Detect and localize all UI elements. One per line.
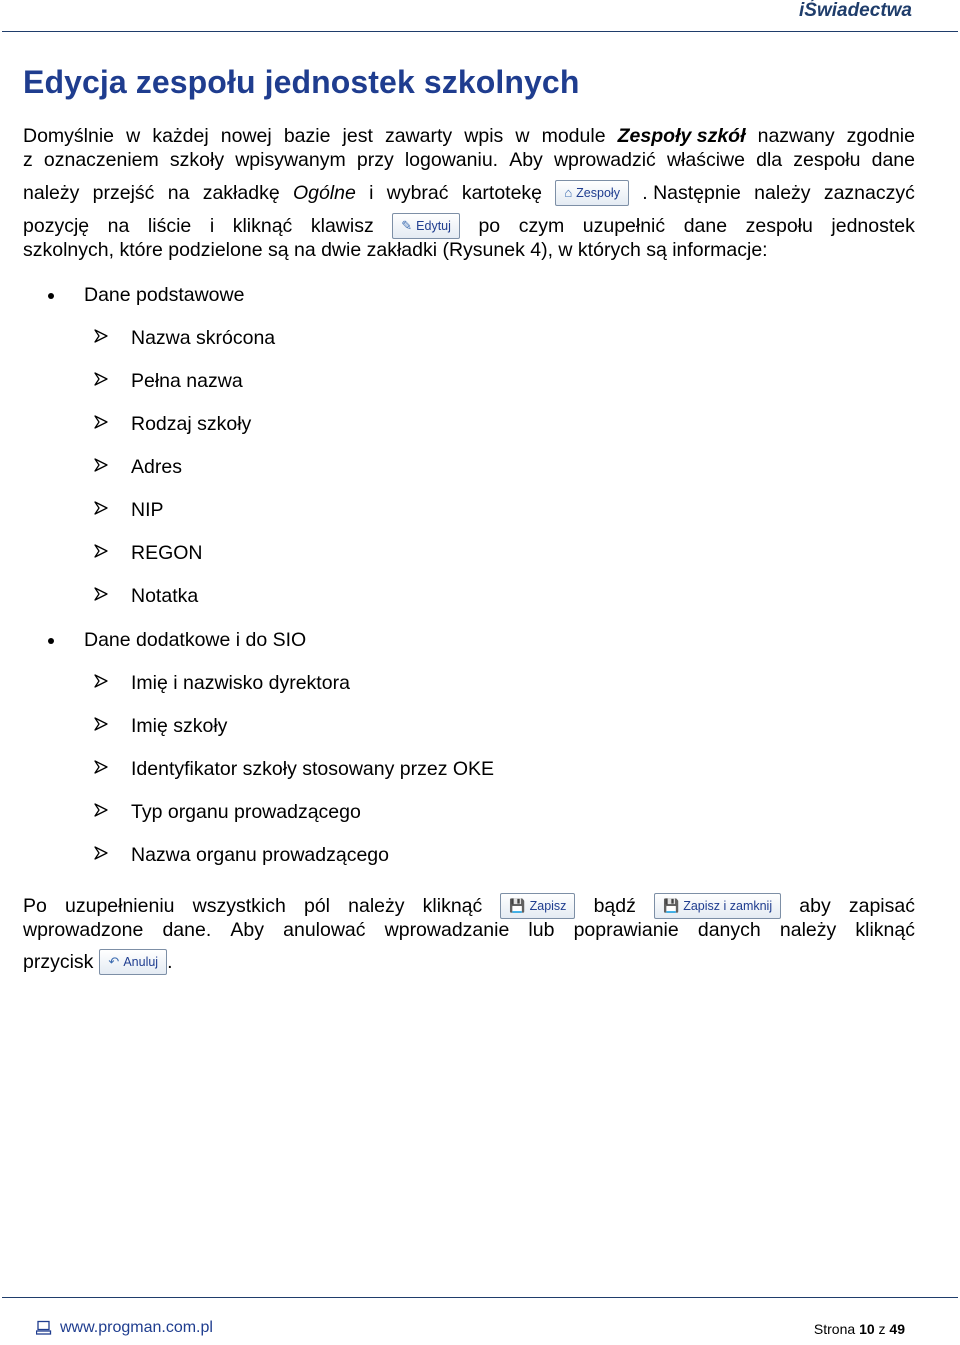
word: pozycję [23, 215, 90, 237]
arrow-bullet-icon [93, 715, 131, 738]
section-label: Dane podstawowe [84, 284, 245, 306]
arrow-bullet-icon [93, 585, 131, 608]
word: nowej [220, 125, 272, 147]
arrow-bullet-icon [93, 542, 131, 565]
word: dane [683, 215, 728, 237]
word: zespołu [793, 149, 861, 171]
list-item [93, 542, 203, 565]
list-item [93, 585, 198, 608]
word: logowaniu. [404, 149, 499, 171]
list-item [93, 801, 361, 824]
bullet-dot [48, 293, 54, 299]
list-item [93, 715, 227, 738]
word: zespołu [745, 215, 813, 237]
edytuj-button[interactable] [392, 213, 460, 239]
word: jest [342, 125, 373, 147]
word: szkoły [169, 149, 225, 171]
word: przejść [92, 182, 155, 204]
word: przy [356, 149, 394, 171]
arrow-bullet-icon [93, 499, 131, 522]
anuluj-button-label: Anuluj [123, 955, 159, 969]
word: danych [697, 919, 761, 941]
word: wpis [464, 125, 504, 147]
word: zakładkę [202, 182, 280, 204]
word: lub [528, 919, 555, 941]
section-bullet [48, 629, 306, 652]
bullet-dot [48, 638, 54, 644]
edytuj-button-label: Edytuj [416, 219, 451, 233]
word: należy [348, 895, 405, 917]
zapisz-button-label: Zapisz [529, 899, 567, 913]
list-item-label: Imię szkoły [131, 715, 228, 737]
paragraph-line [23, 214, 915, 238]
list-item-label: REGON [131, 542, 203, 564]
word: wpisywanym [235, 149, 346, 171]
italic-term: Ogólne [292, 182, 356, 204]
word: bazie [283, 125, 331, 147]
list-item [93, 327, 275, 350]
arrow-bullet-icon [93, 672, 131, 695]
section-bullet [48, 284, 244, 307]
word: na [107, 215, 130, 237]
word: Domyślnie [23, 125, 115, 147]
word: zaznaczyć [823, 182, 915, 204]
word: uzupełnić [582, 215, 666, 237]
word: bądź [593, 895, 636, 917]
word: nazwany [757, 125, 835, 147]
word: każdej [152, 125, 209, 147]
list-item [93, 758, 494, 781]
save-close-icon: 💾 [663, 898, 680, 913]
list-item [93, 844, 389, 867]
list-item [93, 672, 350, 695]
word: i [209, 215, 215, 237]
paragraph-line [23, 238, 915, 262]
list-item-label: Adres [131, 456, 182, 478]
anuluj-button[interactable] [99, 949, 167, 975]
arrow-bullet-icon [93, 758, 131, 781]
word: przycisk [23, 951, 94, 973]
word: zgodnie [846, 125, 915, 147]
list-item-label: NIP [131, 499, 164, 521]
list-item-label: Identyfikator szkoły stosowany przez OKE [131, 758, 495, 780]
word: dane. [162, 919, 212, 941]
list-item-label: Nazwa organu prowadzącego [131, 844, 389, 866]
word: jednostek [831, 215, 915, 237]
zespoly-button[interactable] [555, 180, 629, 206]
footer-link[interactable] [36, 1319, 213, 1337]
footer-url[interactable]: www.progman.com.pl [60, 1319, 213, 1336]
arrow-bullet-icon [93, 844, 131, 867]
section-label: Dane dodatkowe i do SIO [84, 629, 307, 651]
word: wprowadzić [553, 149, 656, 171]
word: dane [871, 149, 915, 171]
word: wybrać [386, 182, 449, 204]
list-item-label: Nazwa skrócona [131, 327, 276, 349]
footer-rule [2, 1297, 958, 1298]
word: uzupełnieniu [65, 895, 175, 917]
word: na [167, 182, 190, 204]
word: liście [147, 215, 192, 237]
list-item [93, 499, 164, 522]
word: należy [779, 919, 837, 941]
word: w [515, 125, 530, 147]
paragraph-line [23, 894, 915, 918]
word: kliknąć [422, 895, 483, 917]
word: czym [518, 215, 565, 237]
paragraph-line [23, 124, 915, 148]
list-item [93, 413, 251, 436]
word: Po [23, 895, 47, 917]
teams-icon: ⌂ [564, 185, 573, 200]
list-item-label: Typ organu prowadzącego [131, 801, 361, 823]
zapisz-button[interactable] [500, 893, 575, 919]
word: Aby [230, 919, 264, 941]
word: właściwe [666, 149, 745, 171]
word: klawisz [310, 215, 374, 237]
word: anulować [283, 919, 366, 941]
undo-icon: ↶ [108, 954, 120, 969]
word: należy [23, 182, 80, 204]
zapisz-i-zamknij-button-label: Zapisz i zamknij [683, 899, 773, 913]
page-title: Edycja zespołu jednostek szkolnych [23, 64, 580, 100]
page-number: Strona 10 z 49 [813, 1321, 905, 1337]
word: Aby [509, 149, 543, 171]
word: kliknąć [855, 919, 915, 941]
word: module [541, 125, 606, 147]
word: w [126, 125, 141, 147]
arrow-bullet-icon [93, 801, 131, 824]
header-brand: iŚwiadectwa [799, 0, 912, 21]
word: dla [756, 149, 783, 171]
word: należy [754, 182, 811, 204]
word: kartotekę [461, 182, 543, 204]
header-rule [2, 31, 958, 32]
bold-term: Zespoły szkół [617, 125, 746, 147]
word: pól [303, 895, 331, 917]
computer-icon [36, 1320, 52, 1336]
word: . Następnie [642, 182, 741, 204]
arrow-bullet-icon [93, 456, 131, 479]
paragraph-text: szkolnych, które podzielone są na dwie zakładki (Rysunek 4), w których są informacje: [23, 239, 768, 261]
arrow-bullet-icon [93, 370, 131, 393]
word: wszystkich [192, 895, 286, 917]
save-paragraph [23, 894, 915, 974]
arrow-bullet-icon [93, 413, 131, 436]
word: poprawianie [573, 919, 679, 941]
word: aby [799, 895, 831, 917]
list-item [93, 456, 182, 479]
zespoly-button-label: Zespoły [576, 186, 620, 200]
intro-paragraph [23, 124, 915, 262]
zapisz-i-zamknij-button[interactable] [654, 893, 781, 919]
word: . [167, 951, 173, 973]
word: po [478, 215, 501, 237]
word: zawarty [385, 125, 453, 147]
word: oznaczeniem [43, 149, 159, 171]
paragraph-line [23, 918, 915, 942]
list-item-label: Imię i nazwisko dyrektora [131, 672, 350, 694]
word: i [369, 182, 374, 204]
word: z [23, 149, 33, 171]
edit-icon: ✎ [401, 218, 413, 233]
word: zapisać [848, 895, 915, 917]
save-icon: 💾 [509, 898, 526, 913]
list-item-label: Notatka [131, 585, 199, 607]
word: kliknąć [232, 215, 293, 237]
list-item-label: Rodzaj szkoły [131, 413, 252, 435]
arrow-bullet-icon [93, 327, 131, 350]
paragraph-line [23, 950, 915, 974]
word: wprowadzone [23, 919, 144, 941]
paragraph-line [23, 148, 915, 172]
paragraph-line [23, 181, 915, 205]
list-item [93, 370, 243, 393]
word: wprowadzanie [384, 919, 510, 941]
list-item-label: Pełna nazwa [131, 370, 243, 392]
